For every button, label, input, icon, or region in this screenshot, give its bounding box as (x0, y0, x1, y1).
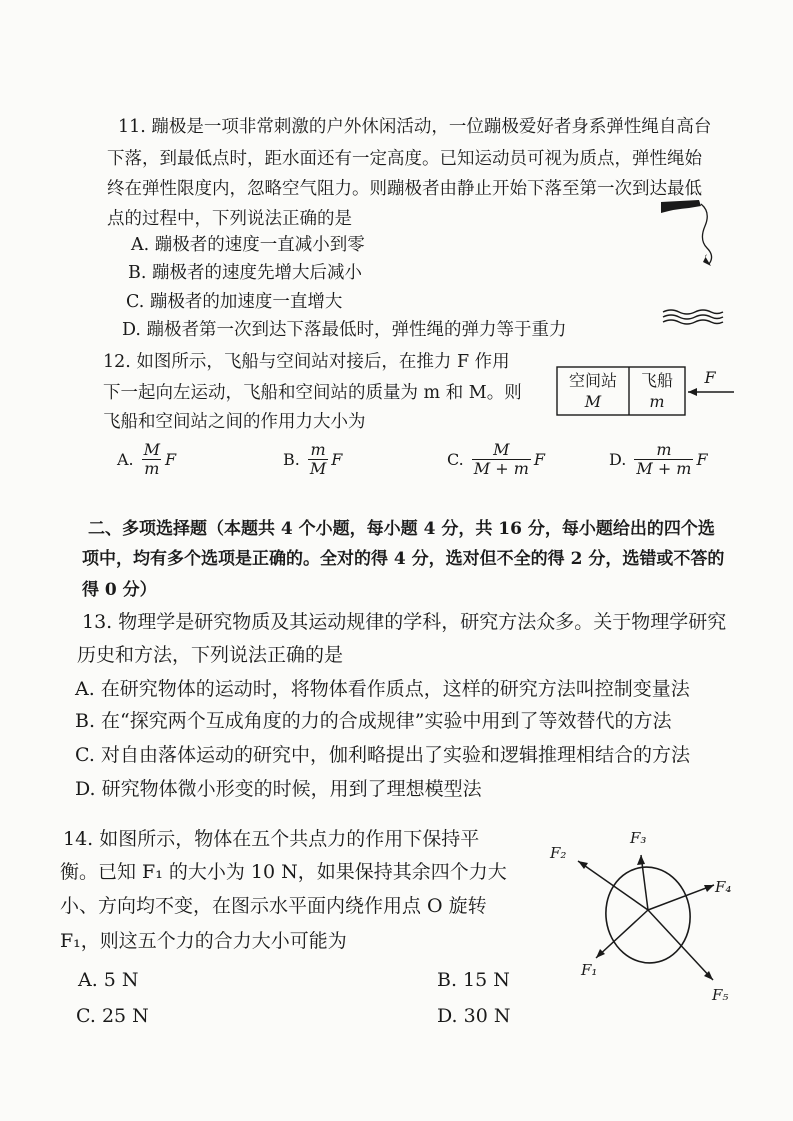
force-label-f5: F₅ (712, 986, 729, 1004)
q14-line-2: 衡。已知 F₁ 的大小为 10 N，如果保持其余四个力大 (60, 861, 507, 883)
force-symbol: F (331, 450, 343, 469)
station-label: 空间站 (568, 371, 617, 390)
force-label-f2: F₂ (550, 844, 567, 862)
q13-line-2: 历史和方法，下列说法正确的是 (77, 644, 344, 666)
q12-line-3: 飞船和空间站之间的作用力大小为 (103, 412, 366, 432)
force-label-f4: F₄ (715, 878, 732, 896)
force-label-f3: F₃ (630, 829, 647, 847)
force-symbol: F (165, 450, 177, 469)
option-letter: A. (117, 450, 134, 469)
ship-mass: m (649, 392, 665, 411)
q14-option-b: B. 15 N (437, 969, 510, 991)
q11-line-3: 终在弹性限度内，忽略空气阻力。则蹦极者由静止开始下落至第一次到达最低 (107, 179, 702, 199)
q13-line-1: 13. 物理学是研究物质及其运动规律的学科，研究方法众多。关于物理学研究 (82, 611, 727, 633)
bungee-figure (655, 196, 725, 336)
denominator: M + m (636, 459, 692, 478)
section2-line-1: 二、多项选择题（本题共 4 个小题，每小题 4 分，共 16 分，每小题给出的四个选 (88, 519, 715, 539)
numerator: m (310, 440, 326, 459)
q14-option-a: A. 5 N (78, 969, 139, 991)
q11-option-b: B. 蹦极者的速度先增大后减小 (128, 263, 362, 283)
denominator: M (309, 459, 327, 478)
q11-option-a: A. 蹦极者的速度一直减小到零 (131, 235, 365, 255)
denominator: M + m (473, 459, 529, 478)
option-letter: B. (283, 450, 300, 469)
q14-line-3: 小、方向均不变，在图示水平面内绕作用点 O 旋转 (60, 895, 487, 917)
q14-option-c: C. 25 N (76, 1005, 149, 1027)
section2-line-3: 得 0 分） (82, 580, 157, 600)
q11-option-c: C. 蹦极者的加速度一直增大 (126, 292, 343, 312)
q11-line-4: 点的过程中，下列说法正确的是 (107, 209, 352, 229)
section2-line-2: 项中，均有多个选项是正确的。全对的得 4 分，选对但不全的得 2 分，选错或不答的 (82, 549, 725, 569)
five-forces-diagram (548, 825, 748, 1005)
q12-option-d (609, 441, 708, 478)
q12-line-1: 12. 如图所示，飞船与空间站对接后，在推力 F 作用 (103, 352, 510, 372)
q12-option-b (283, 441, 342, 478)
q13-option-a: A. 在研究物体的运动时，将物体看作质点，这样的研究方法叫控制变量法 (75, 678, 690, 700)
q11-option-d: D. 蹦极者第一次到达下落最低时，弹性绳的弹力等于重力 (122, 320, 567, 340)
q13-option-c: C. 对自由落体运动的研究中，伽利略提出了实验和逻辑推理相结合的方法 (75, 744, 690, 766)
numerator: M (143, 440, 161, 459)
option-letter: D. (609, 450, 627, 469)
station-mass: M (584, 392, 602, 411)
thrust-label: F (704, 368, 716, 387)
q11-line-2: 下落，到最低点时，距水面还有一定高度。已知运动员可视为质点，弹性绳始 (107, 149, 702, 169)
denominator: m (144, 459, 160, 478)
numerator: M (493, 440, 510, 459)
q14-line-4: F₁，则这五个力的合力大小可能为 (60, 930, 347, 952)
ship-label: 飞船 (640, 371, 673, 390)
q12-option-a (117, 441, 176, 478)
q14-option-d: D. 30 N (437, 1005, 511, 1027)
force-symbol: F (696, 450, 708, 469)
force-symbol: F (533, 450, 546, 469)
numerator: m (656, 440, 672, 459)
force-label-f1: F₁ (581, 961, 598, 979)
q14-line-1: 14. 如图所示，物体在五个共点力的作用下保持平 (63, 828, 480, 850)
q12-line-2: 下一起向左运动，飞船和空间站的质量为 m 和 M。则 (103, 383, 522, 403)
q12-option-c (447, 441, 545, 478)
option-letter: C. (447, 450, 464, 469)
q11-line-1: 11. 蹦极是一项非常刺激的户外休闲活动，一位蹦极爱好者身系弹性绳自高台 (118, 117, 712, 137)
q13-option-b: B. 在“探究两个互成角度的力的合成规律”实验中用到了等效替代的方法 (75, 710, 672, 732)
q13-option-d: D. 研究物体微小形变的时候，用到了理想模型法 (75, 778, 482, 800)
